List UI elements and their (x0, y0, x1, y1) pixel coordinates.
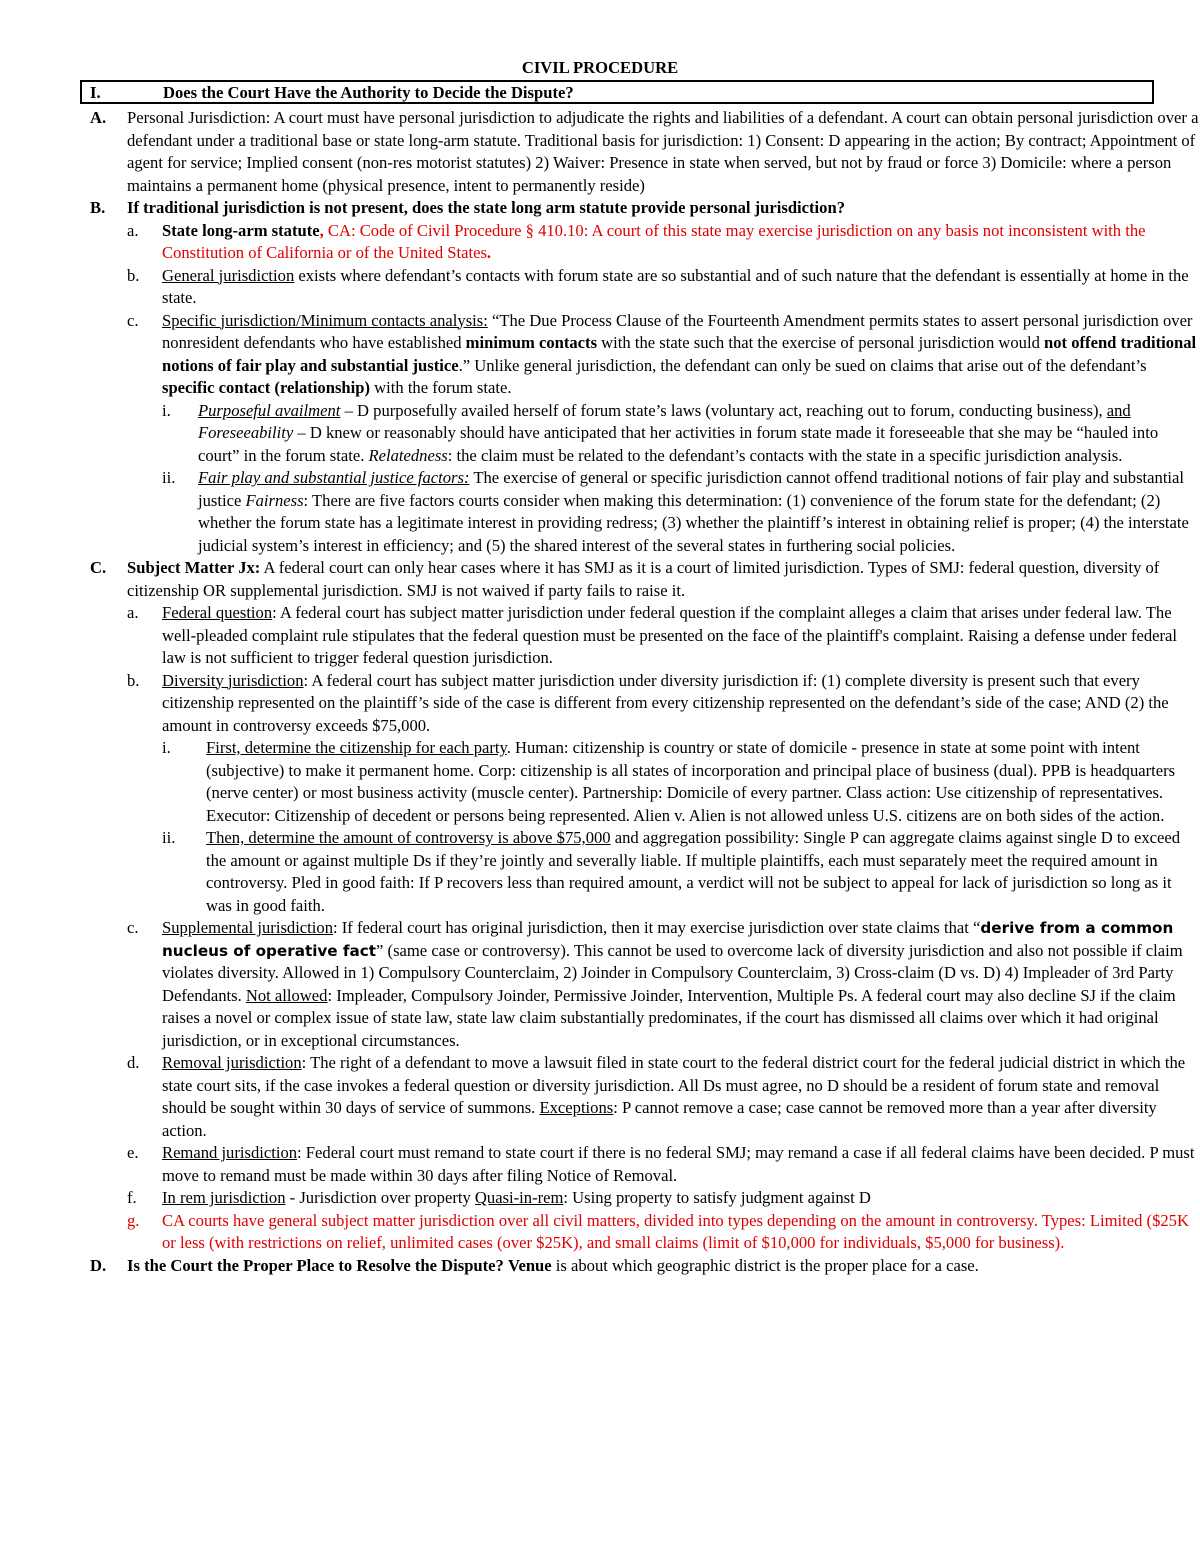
item-text: : There are five factors courts consider when making this determination: (1) convenience of the forum state for the defendant; (2) whether the forum state has a legitimate interest in providing redress; (3) whether the plaintiff’s interest in obtaining relief is proper; (4) the interstate judicial system’s interest in efficiency; and (5) the shared interest of the several states in furthering social policies. (198, 490, 1189, 555)
item-marker: i. (162, 400, 171, 420)
item-c-b-diversity (0, 670, 1200, 738)
section-heading: Does the Court Have the Authority to Decide the Dispute? (163, 83, 574, 102)
term-label: Purposeful availment (198, 400, 341, 420)
bold-term: not offend traditional notions of fair play and substantial justice (162, 333, 1197, 375)
term-label: Venue (508, 1255, 552, 1275)
item-text: with the state such that the exercise of personal jurisdiction would (597, 333, 1045, 352)
item-text: : A federal court has subject matter jurisdiction under federal question if the complaint alleges a claim that arises under federal law. The well-pleaded complaint rule stipulates that the federal question must be presented on the face of the plaintiff's complaint. Raising a defense under federal law is not sufficient to trigger federal question jurisdiction. (162, 603, 1178, 667)
term-label: Fair play and substantial justice factors: (198, 468, 470, 487)
term-label: Diversity jurisdiction (162, 670, 304, 690)
item-marker: d. (127, 1053, 140, 1072)
italic-term: Relatedness (368, 445, 448, 465)
item-marker: b. (127, 670, 140, 690)
item-text: and aggregation possibility: Single P can aggregate claims against single D to exceed the amount or against multiple Ds if they’re jointly and severally liable. If multiple plaintiffs, each must separately meet the required amount in controversy. Pled in good faith: If P recovers less than required amount, a verdict will not be subject to appeal for lack of jurisdiction so long as it was in good faith. (206, 828, 1181, 915)
item-text: ” (same case or controversy). This cannot be used to overcome lack of diversity jurisdiction and also not possible if claim violates diversity. Allowed in 1) Compulsory Counterclaim, 2) Joinder in Compulsory Counterclaim, 3) Cross-claim (D vs. D) 4) Impleader of 3rd Party Defendants. (162, 940, 1183, 1005)
bold-term: minimum contacts (465, 333, 598, 352)
term-label: In rem jurisdiction (162, 1188, 286, 1207)
item-c-a-federal-question (0, 602, 1200, 670)
item-text: .” Unlike general jurisdiction, the defendant can only be sued on claims that arise out of the defendant’s (458, 355, 1147, 375)
term-label: Federal question (162, 603, 273, 622)
item-b-a-state-long-arm (0, 220, 1200, 265)
term-label: Remand jurisdiction (162, 1143, 298, 1162)
item-text: CA courts have general subject matter jurisdiction over all civil matters, divided into types depending on the amount in controversy. Types: Limited ($25K or less (with restrictions on relief, unlimited cases (over $25K), and small claims (limit of $10,000 for individuals, $5,000 for business). (162, 1210, 1189, 1252)
term-label: First, determine the citizenship for each party (206, 738, 507, 757)
ca-statute-text: CA: Code of Civil Procedure § 410.10: A court of this state may exercise jurisdiction on any basis not inconsistent with the Constitution of California or of the United States (162, 220, 1146, 262)
item-text: : Using property to satisfy judgment against D (563, 1188, 871, 1207)
item-text: The exercise of general or specific jurisdiction cannot offend traditional notions of fair play and substantial justice (198, 468, 1185, 510)
item-marker: D. (90, 1255, 107, 1275)
item-text: “The Due Process Clause of the Fourteenth Amendment permits states to assert personal jurisdiction over nonresident defendants who have established (162, 310, 1193, 352)
item-c-c-supplemental (0, 917, 1200, 1052)
item-text: A federal court can only hear cases where it has SMJ as it is a court of limited jurisdiction. Types of SMJ: federal question, diversity of citizenship OR supplemental jurisdiction. SMJ is not waived if party fails to raise it. (127, 558, 1160, 600)
term-label: Then, determine the amount of controversy is above $75,000 (206, 828, 611, 847)
item-c-g-ca-courts (0, 1210, 1200, 1255)
item-text: exists where defendant’s contacts with forum state are so substantial and of such nature that the defendant is essentially at home in the state. (162, 265, 1189, 307)
item-c-e-remand (0, 1142, 1200, 1187)
term-label: General jurisdiction (162, 265, 295, 285)
underlined-term: Exceptions (539, 1098, 614, 1117)
item-marker: c. (127, 310, 139, 330)
item-c-b-ii-amount (0, 827, 1200, 917)
item-a-personal-jurisdiction (0, 107, 1200, 197)
item-text: Personal Jurisdiction: A court must have personal jurisdiction to adjudicate the rights and liabilities of a defendant. A court can obtain personal jurisdiction over a defendant under a traditional base or state long-arm statute. Traditional basis for jurisdiction: 1) Consent: D appearing in the action; By contract; Appointment of agent for service; Implied consent (non-res motorist statutes) 2) Waiver: Presence in state when served, but not by fraud or force 3) Domicile: where a person maintains a permanent home (physical presence, intent to permanently reside) (127, 108, 1199, 195)
item-text: . Human: citizenship is country or state of domicile - presence in state at some point with intent (subjective) to make it permanent home. Corp: citizenship is all states of incorporation and principal place of business (dual). PPB is headquarters (nerve center) or most business activity (muscle center). Partnership: Domicile of every partner. Class action: Use citizenship of representatives. Executor: Citizenship of decedent or persons being represented. Alien v. Alien is not allowed unless U.S. citizens are on both sides of the action. (206, 738, 1176, 825)
item-marker: g. (127, 1210, 140, 1230)
item-text: : If federal court has original jurisdiction, then it may exercise jurisdiction over state claims that “ (333, 918, 981, 937)
underlined-word: and (1106, 400, 1131, 420)
term-label: Subject Matter Jx: (127, 558, 261, 577)
item-text: : The right of a defendant to move a lawsuit filed in state court to the federal district court for the federal judicial district in which the state court sits, if the case invokes a federal question or diversity jurisdiction. All Ds must agree, no D should be a resident of forum state and removal should be sought within 30 days of service of summons. (162, 1053, 1186, 1117)
term-label: Removal jurisdiction (162, 1053, 302, 1072)
statute-end: . (486, 243, 492, 262)
item-marker: a. (127, 603, 139, 622)
item-text: : A federal court has subject matter jurisdiction under diversity jurisdiction if: (1) complete diversity is present such that every citizenship represented on the plaintiff’s side of the case is different from every citizenship represented on the defendant’s side of the case; AND (2) the amount in controversy exceeds $75,000. (162, 670, 1169, 735)
item-b-c-ii-fair-play (0, 467, 1200, 557)
item-text: is about which geographic district is the proper place for a case. (551, 1255, 979, 1275)
term-label: State long-arm statute (162, 220, 320, 240)
document-body (0, 107, 1200, 1277)
item-c-subject-matter (0, 557, 1200, 602)
item-text: : Impleader, Compulsory Joinder, Permissive Joinder, Intervention, Multiple Ps. A federal court may also decline SJ if the claim raises a novel or complex issue of state law, state law claim substantially predominates, if the court has dismissed all claims over which it had original jurisdiction, or in exceptional circumstances. (162, 985, 1176, 1050)
item-marker: A. (90, 108, 107, 127)
item-heading: If traditional jurisdiction is not present, does the state long arm statute provide personal jurisdiction? (127, 198, 845, 217)
item-b-c-i-purposeful-availment (0, 400, 1200, 468)
item-d-venue (0, 1255, 1200, 1278)
item-marker: f. (127, 1188, 137, 1207)
item-c-d-removal (0, 1052, 1200, 1142)
item-marker: B. (90, 198, 106, 217)
item-marker: b. (127, 265, 140, 285)
item-marker: c. (127, 918, 139, 937)
item-marker: a. (127, 220, 139, 240)
item-marker: ii. (162, 828, 176, 847)
italic-term: Fairness (245, 490, 304, 510)
bold-term: specific contact (relationship) (162, 378, 371, 397)
item-text: – D purposefully availed herself of forum state’s laws (voluntary act, reaching out to forum, conducting business), (340, 400, 1107, 420)
term-label: Supplemental jurisdiction (162, 918, 333, 937)
item-text: with the forum state. (370, 378, 512, 397)
document-title: CIVIL PROCEDURE (521, 58, 679, 77)
item-text: - Jurisdiction over property (285, 1188, 475, 1207)
item-b-c-specific-jurisdiction (0, 310, 1200, 400)
bold-term: derive from a common nucleus of operative fact (162, 919, 1174, 960)
underlined-term: Quasi-in-rem (474, 1188, 564, 1207)
item-text: – D knew or reasonably should have anticipated that her activities in forum state made it foreseeable that she may be “hauled into court” in the forum state. (198, 423, 1159, 465)
item-text: : Federal court must remand to state court if there is no federal SMJ; may remand a case if all federal claims have been decided. P must move to remand must be made within 30 days after filing Notice of Removal. (162, 1143, 1195, 1185)
item-text: : P cannot remove a case; case cannot be removed more than a year after diversity action. (162, 1098, 1157, 1140)
item-heading: Is the Court the Proper Place to Resolve the Dispute? (127, 1255, 504, 1275)
item-marker: i. (162, 738, 171, 757)
section-numeral: I. (90, 83, 101, 102)
separator: , (319, 220, 324, 240)
item-c-f-in-rem (0, 1187, 1200, 1210)
item-text: : the claim must be related to the defendant’s contacts with the state in a specific jurisdiction analysis. (447, 445, 1123, 465)
item-c-b-i-citizenship (0, 737, 1200, 827)
term-label: Specific jurisdiction/Minimum contacts analysis: (162, 310, 488, 330)
underlined-term: Not allowed (245, 985, 328, 1005)
item-marker: C. (90, 558, 107, 577)
item-marker: e. (127, 1143, 139, 1162)
section-heading-box (80, 80, 1154, 104)
item-b-long-arm (0, 197, 1200, 220)
item-marker: ii. (162, 468, 176, 487)
italic-term: Foreseeability (198, 423, 294, 442)
item-b-b-general-jurisdiction (0, 265, 1200, 310)
